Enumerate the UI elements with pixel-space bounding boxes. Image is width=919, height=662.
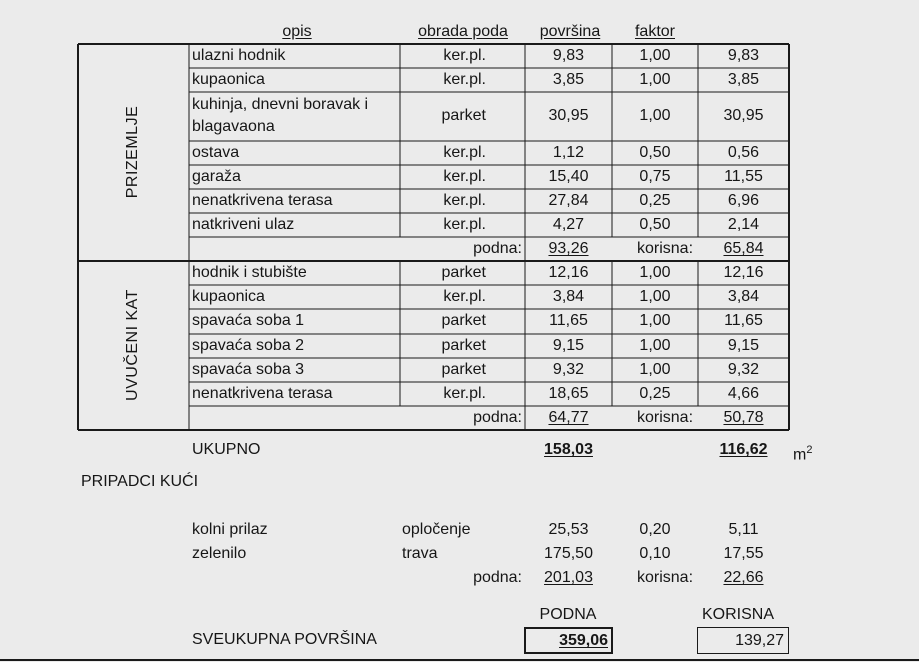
- cell-povrsina: 27,84: [548, 192, 589, 209]
- cell-faktor: 0,25: [639, 385, 671, 402]
- totals-korisna-value: 139,27: [735, 632, 784, 649]
- cell-korisna: 11,55: [724, 168, 763, 185]
- cell-povrsina: 9,15: [552, 337, 585, 354]
- cell-obrada: ker.pl.: [443, 216, 486, 233]
- cell-korisna: 4,66: [727, 385, 760, 402]
- cell-faktor: 1,00: [639, 47, 671, 64]
- cell-obrada: parket: [441, 312, 486, 329]
- unit-exponent: 2: [806, 444, 813, 456]
- cell-opis: garaža: [192, 168, 241, 185]
- totals-podna-box: [524, 627, 613, 654]
- cell-korisna: 9,83: [727, 47, 760, 64]
- podna-value: 93,26: [548, 240, 589, 257]
- cell-faktor: 1,00: [639, 264, 671, 281]
- cell-korisna: 2,14: [727, 216, 760, 233]
- cell-korisna: 3,85: [727, 71, 760, 88]
- page-bottom-rule: [0, 659, 919, 661]
- ukupno-korisna: 116,62: [719, 441, 768, 458]
- cell-obrada: ker.pl.: [443, 385, 486, 402]
- cell-opis: kupaonica: [192, 288, 265, 305]
- cell-opis: kuhinja, dnevni boravak i blagavaona: [192, 96, 369, 135]
- cell-obrada: ker.pl.: [443, 71, 486, 88]
- cell-korisna: 11,65: [724, 312, 763, 329]
- section-label-prizemlje: PRIZEMLJE: [124, 105, 141, 199]
- cell-korisna: 0,56: [727, 144, 760, 161]
- cell-faktor: 0,10: [639, 545, 671, 562]
- cell-opis: spavaća soba 2: [192, 337, 305, 354]
- totals-korisna-box: [697, 627, 789, 654]
- cell-opis: spavaća soba 1: [192, 312, 305, 329]
- header-obrada-poda: obrada poda: [418, 23, 508, 40]
- cell-povrsina: 12,16: [548, 264, 589, 281]
- cell-opis: nenatkrivena terasa: [192, 192, 333, 209]
- podna-value: 201,03: [544, 569, 593, 586]
- cell-korisna: 6,96: [727, 192, 760, 209]
- pripadci-title: PRIPADCI KUĆI: [81, 473, 199, 490]
- ukupno-label: UKUPNO: [192, 441, 261, 458]
- totals-podna-value: 359,06: [559, 632, 608, 649]
- cell-povrsina: 30,95: [548, 107, 589, 124]
- korisna-label: korisna:: [636, 240, 694, 257]
- cell-korisna: 12,16: [723, 264, 764, 281]
- totals-podna-header: PODNA: [539, 606, 597, 623]
- podna-label: podna:: [473, 409, 522, 426]
- cell-obrada: ker.pl.: [443, 192, 486, 209]
- cell-opis: kupaonica: [192, 71, 265, 88]
- cell-obrada: ker.pl.: [443, 47, 486, 64]
- cell-korisna: 17,55: [723, 545, 764, 562]
- cell-obrada: ker.pl.: [443, 168, 486, 185]
- cell-obrada: ker.pl.: [443, 288, 486, 305]
- cell-opis: hodnik i stubište: [192, 264, 307, 281]
- header-faktor: faktor: [634, 23, 675, 40]
- cell-faktor: 0,25: [639, 192, 671, 209]
- cell-faktor: 1,00: [639, 361, 671, 378]
- cell-faktor: 0,75: [639, 168, 671, 185]
- cell-korisna: 3,84: [727, 288, 760, 305]
- cell-povrsina: 9,32: [552, 361, 585, 378]
- cell-obrada: trava: [402, 545, 438, 562]
- cell-faktor: 1,00: [639, 107, 671, 124]
- cell-opis: spavaća soba 3: [192, 361, 305, 378]
- cell-opis: ostava: [192, 144, 240, 161]
- cell-faktor: 0,50: [639, 216, 671, 233]
- cell-faktor: 1,00: [639, 288, 671, 305]
- cell-korisna: 30,95: [723, 107, 764, 124]
- cell-povrsina: 9,83: [552, 47, 585, 64]
- podna-value: 64,77: [548, 409, 589, 426]
- cell-obrada: opločenje: [402, 521, 471, 538]
- cell-povrsina: 175,50: [544, 545, 593, 562]
- cell-povrsina: 25,53: [548, 521, 589, 538]
- podna-label: podna:: [473, 240, 522, 257]
- unit-base: m: [793, 446, 807, 464]
- cell-opis: natkriveni ulaz: [192, 216, 295, 233]
- cell-obrada: ker.pl.: [443, 144, 486, 161]
- cell-obrada: parket: [441, 337, 486, 354]
- cell-faktor: 0,20: [639, 521, 671, 538]
- cell-obrada: parket: [441, 264, 486, 281]
- korisna-label: korisna:: [636, 569, 694, 586]
- cell-povrsina: 15,40: [548, 168, 589, 185]
- podna-label: podna:: [473, 569, 522, 586]
- cell-povrsina: 3,85: [552, 71, 585, 88]
- cell-korisna: 9,15: [727, 337, 760, 354]
- totals-korisna-header: KORISNA: [701, 606, 774, 623]
- cell-povrsina: 11,65: [549, 312, 588, 329]
- cell-povrsina: 18,65: [548, 385, 589, 402]
- totals-label: SVEUKUPNA POVRŠINA: [192, 631, 377, 648]
- cell-opis: ulazni hodnik: [192, 47, 286, 64]
- cell-obrada: parket: [441, 361, 486, 378]
- cell-korisna: 5,11: [728, 521, 759, 538]
- korisna-value: 50,78: [723, 409, 764, 426]
- cell-obrada: parket: [441, 107, 486, 124]
- korisna-value: 65,84: [723, 240, 764, 257]
- cell-povrsina: 3,84: [552, 288, 585, 305]
- unit-label: [793, 439, 813, 464]
- korisna-label: korisna:: [636, 409, 694, 426]
- header-povrsina: površina: [539, 23, 601, 40]
- section-label-uvuceni-kat: UVUČENI KAT: [124, 289, 141, 401]
- cell-povrsina: 1,12: [552, 144, 585, 161]
- cell-opis: nenatkrivena terasa: [192, 385, 333, 402]
- cell-faktor: 1,00: [639, 71, 671, 88]
- cell-opis: kolni prilaz: [192, 521, 268, 538]
- cell-opis: zelenilo: [192, 545, 247, 562]
- cell-faktor: 1,00: [639, 312, 671, 329]
- cell-faktor: 1,00: [639, 337, 671, 354]
- ukupno-podna: 158,03: [544, 441, 593, 458]
- cell-korisna: 9,32: [727, 361, 760, 378]
- cell-faktor: 0,50: [639, 144, 671, 161]
- header-opis: opis: [282, 23, 312, 40]
- cell-povrsina: 4,27: [552, 216, 585, 233]
- korisna-value: 22,66: [723, 569, 764, 586]
